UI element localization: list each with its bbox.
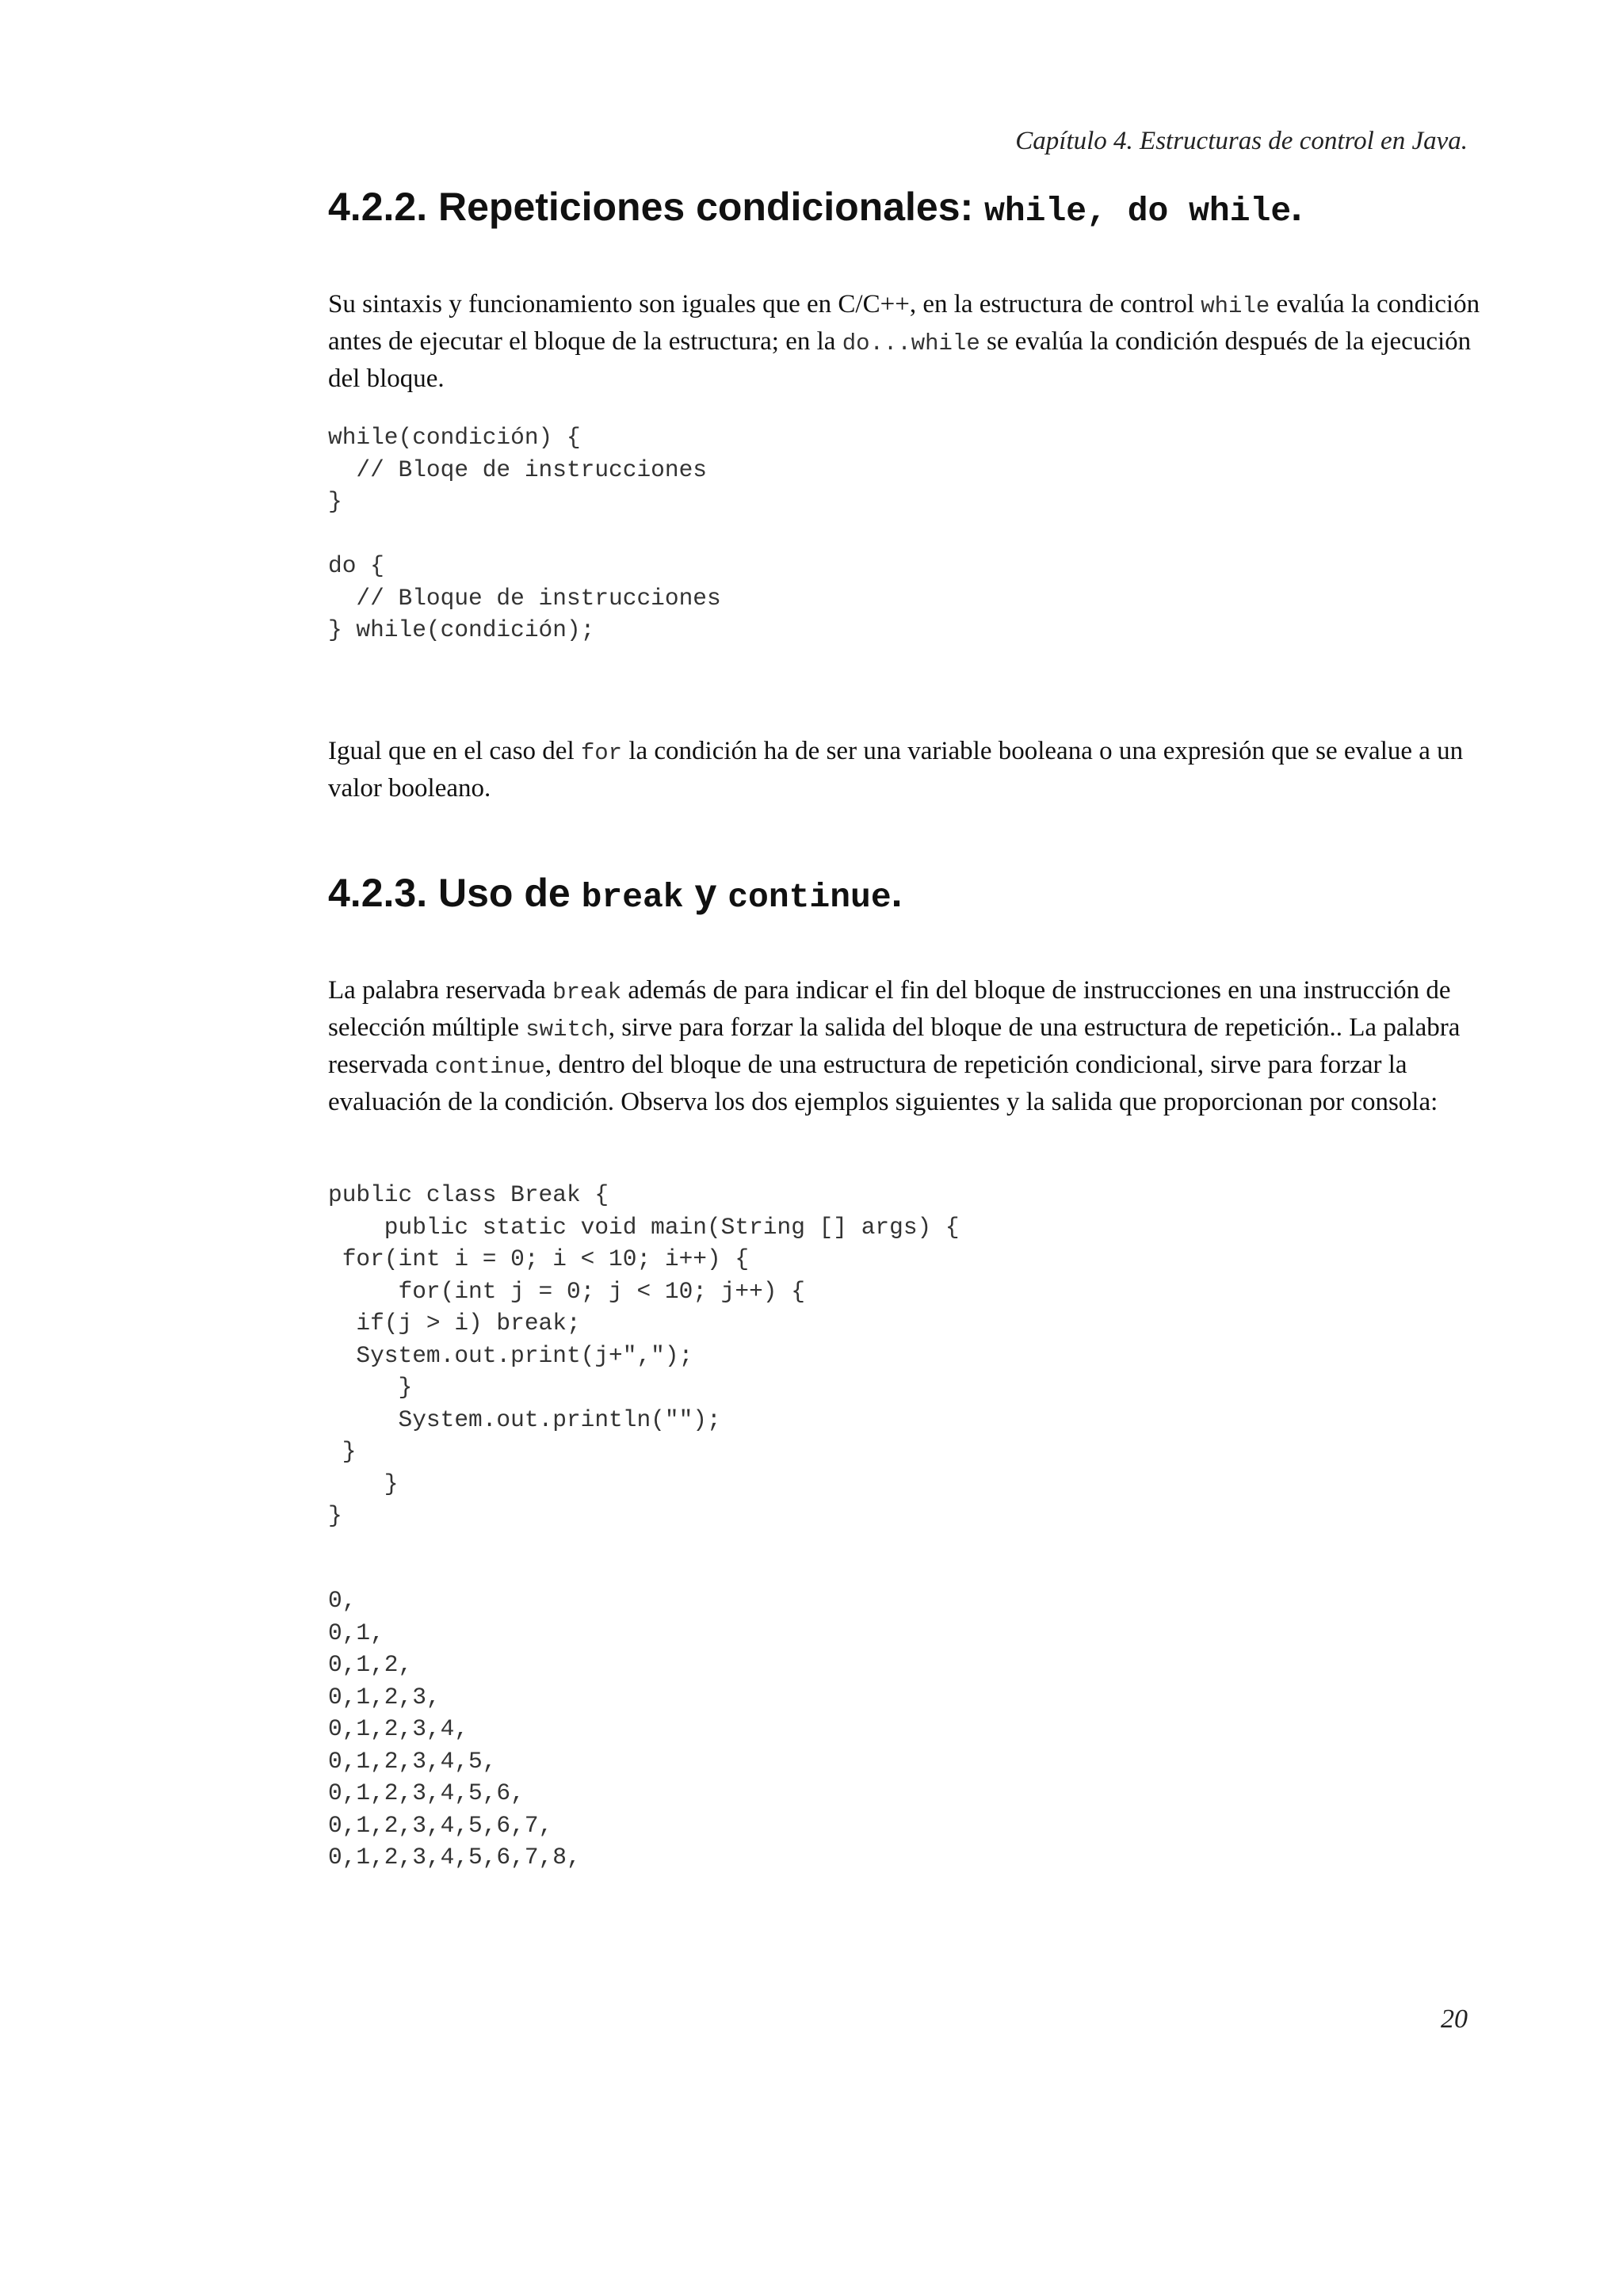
section-heading-code: break <box>581 878 684 917</box>
text-run: la condición ha de ser una variable booleana o una expresión que se evalue a un valor booleano. <box>328 737 1464 803</box>
section-heading-text: y <box>683 871 728 915</box>
text-run: , sirve para forzar la salida del bloque de una estructura de repetición.. La palabra reservada <box>328 1013 1461 1079</box>
text-run: Igual que en el caso del <box>328 737 581 765</box>
paragraph-break-continue <box>328 973 1485 1120</box>
text-run: se evalúa la condición después de la ejecución del bloque. <box>328 327 1472 393</box>
section-heading-while <box>328 184 1302 231</box>
inline-code: while <box>1201 293 1270 319</box>
section-heading-text: 4.2.3. Uso de <box>328 871 582 915</box>
inline-code: break <box>552 979 622 1005</box>
section-heading-code: continue <box>727 878 892 917</box>
section-heading-period: . <box>1291 185 1303 229</box>
inline-code: switch <box>525 1016 609 1043</box>
inline-code: do...while <box>842 330 980 357</box>
section-heading-code: while, do while <box>984 192 1292 231</box>
text-run: La palabra reservada <box>328 976 553 1005</box>
text-run: , dentro del bloque de una estructura de repetición condicional, sirve para forzar la evaluación de la condición. Observa los dos ejemplos siguientes y la salida que proporcionan por consola: <box>328 1051 1438 1116</box>
page-number: 20 <box>1441 2004 1468 2034</box>
console-output: 0, 0,1, 0,1,2, 0,1,2,3, 0,1,2,3,4, 0,1,2,3,4,5, 0,1,2,3,4,5,6, 0,1,2,3,4,5,6,7, 0,1,2,3,4,5,6,7,8, <box>328 1587 581 1871</box>
section-heading-text: 4.2.2. Repeticiones condicionales: <box>328 185 985 229</box>
paragraph-while-intro <box>328 287 1485 397</box>
paragraph-while-condition <box>328 734 1485 807</box>
running-head: Capítulo 4. Estructuras de control en Java. <box>1015 127 1468 155</box>
inline-code: continue <box>434 1054 545 1080</box>
code-block-while-syntax: while(condición) { // Bloqe de instrucciones } do { // Bloque de instrucciones } while(condición); <box>328 424 721 643</box>
text-run: Su sintaxis y funcionamiento son iguales que en C/C++, en la estructura de control <box>328 290 1201 318</box>
inline-code: for <box>580 740 623 766</box>
code-block-break-example: public class Break { public static void main(String [] args) { for(int i = 0; i < 10; i++) { for(int j = 0; j < 10; j++) { if(j > i) break; System.out.print(j+","); } System.out.println(""); } } } <box>328 1181 960 1529</box>
text-run: además de para indicar el fin del bloque de instrucciones en una instrucción de selección múltiple <box>328 976 1451 1042</box>
section-heading-break-continue <box>328 870 903 917</box>
section-heading-period: . <box>891 871 903 915</box>
text-run: evalúa la condición antes de ejecutar el bloque de la estructura; en la <box>328 290 1480 356</box>
